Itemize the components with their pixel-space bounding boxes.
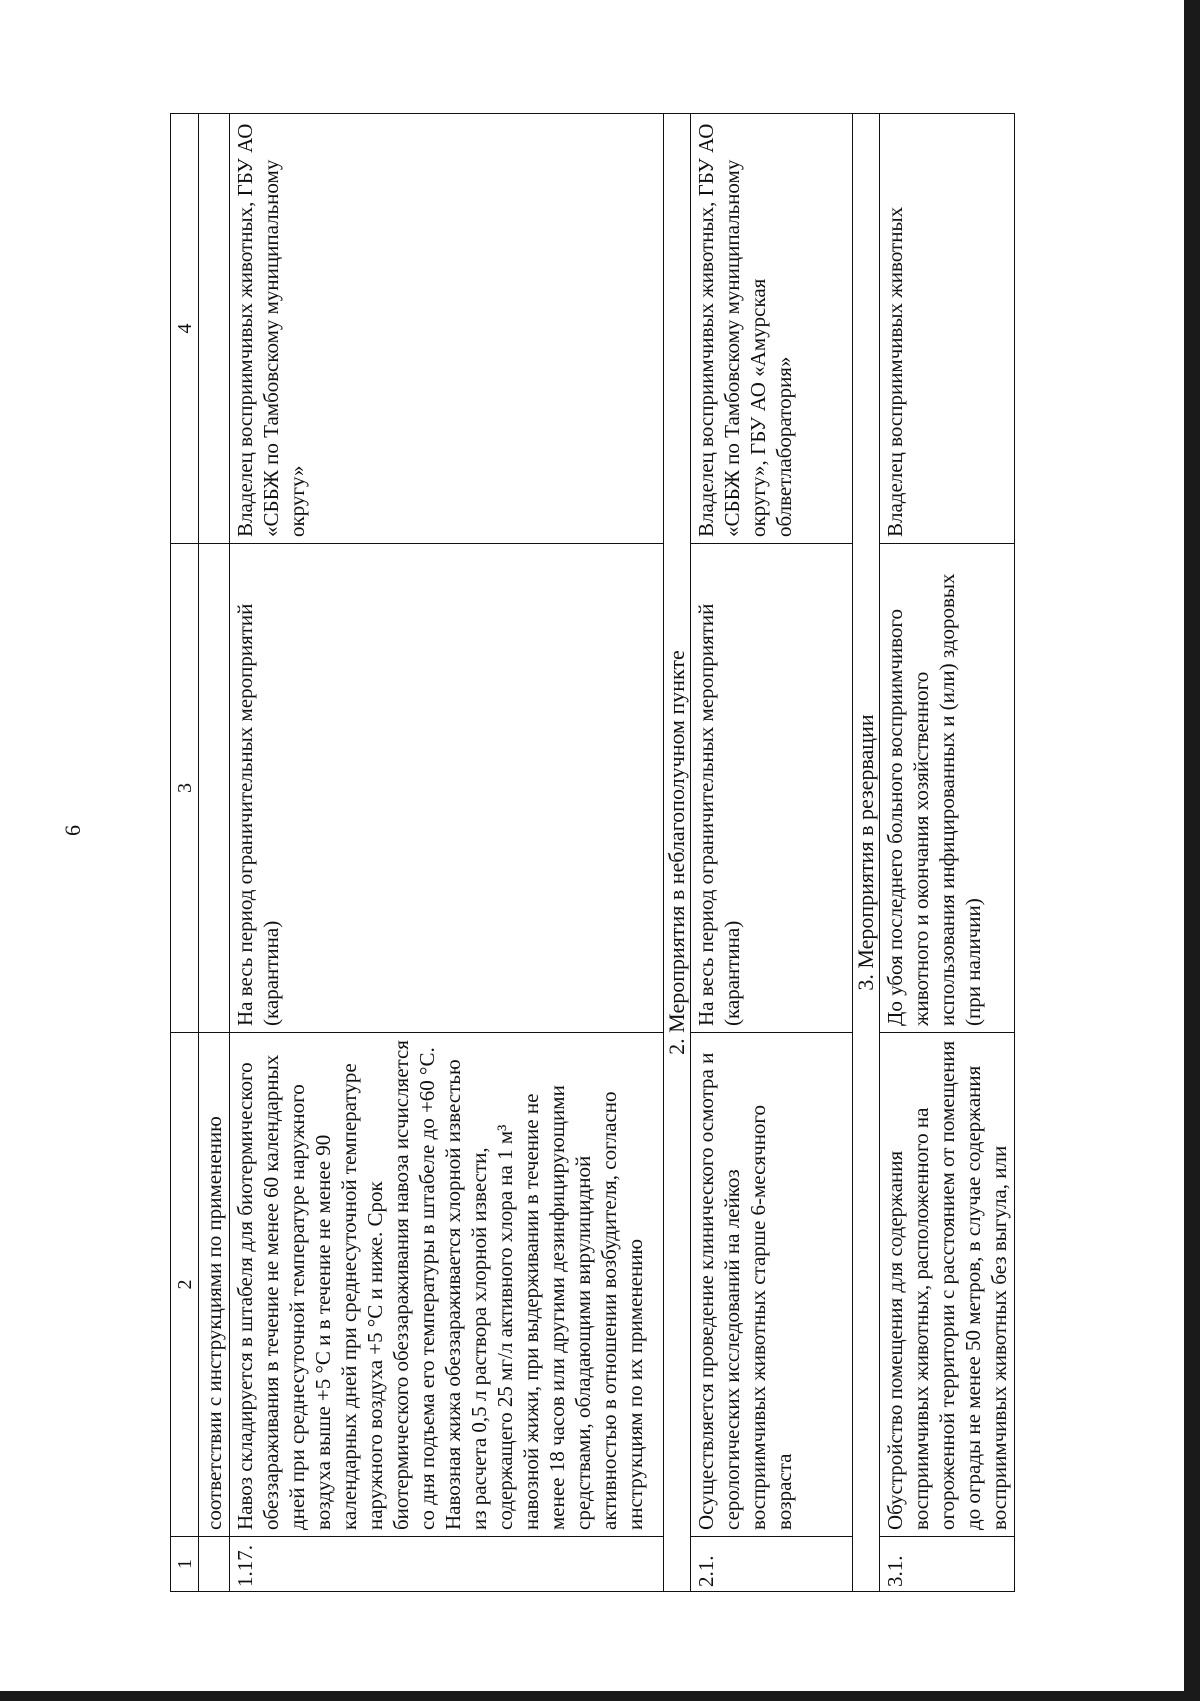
row-period: На весь период ограничительных мероприятий (карантина): [230, 544, 664, 1033]
header-col-1: 1: [171, 1537, 199, 1592]
measures-table: [170, 113, 1015, 1592]
row-measure: Обустройство помещения для содержания восприимчивых животных, расположенного на огороженной территории с расстоянием от помещения до ограды не менее 50 метров, в случае содержания восприимчивых животных без выгула, или: [880, 1033, 1015, 1537]
section-3-title: 3. Мероприятия в резервации: [853, 114, 880, 1592]
row-period: До убоя последнего больного восприимчивого животного и окончания хозяйственного использования инфицированных и (или) здоровых (при наличии): [880, 544, 1015, 1033]
table-header-row: [171, 114, 199, 1592]
table-row: [230, 114, 664, 1592]
header-col-4: 4: [171, 114, 199, 544]
continuation-text: соответствии с инструкциями по применению: [199, 1033, 230, 1537]
header-col-3: 3: [171, 544, 199, 1033]
row-number: 3.1.: [880, 1537, 1015, 1592]
row-responsible: Владелец восприимчивых животных, ГБУ АО «СББЖ по Тамбовскому муниципальному округу», ГБУ АО «Амурская облветлаборатория»: [691, 114, 853, 544]
continuation-row: [199, 114, 230, 1592]
table-row: [691, 114, 853, 1592]
rotated-table-container: [170, 114, 1011, 1592]
section-row: [853, 114, 880, 1592]
row-number: 1.17.: [230, 1537, 664, 1592]
row-responsible: Владелец восприимчивых животных: [880, 114, 1015, 544]
row-number: 2.1.: [691, 1537, 853, 1592]
table-row: [880, 114, 1015, 1592]
header-col-2: 2: [171, 1033, 199, 1537]
section-row: [664, 114, 691, 1592]
row-measure: Осуществляется проведение клинического осмотра и серологических исследований на лейкоз восприимчивых животных старше 6-месячного возраста: [691, 1033, 853, 1537]
row-measure: Навоз складируется в штабеля для биотермического обеззараживания в течение не менее 60 календарных дней при среднесуточной температуре наружного воздуха выше +5 °С и в течение не менее 90 календарных дней при среднесуточной температуре наружного воздуха +5 °С и ниже. Срок биотермического обеззараживания навоза исчисляется со дня подъема его температуры в штабеле до +60 °С. Навозная жижа обеззараживается хлорной известью из расчета 0,5 л раствора хлорной извести, содержащего 25 мг/л активного хлора на 1 м³ навозной жижи, при выдерживании в течение не менее 18 часов или другими дезинфицирующими средствами, обладающими вирулицидной активностью в отношении возбудителя, согласно инструкциям по их применению: [230, 1033, 664, 1537]
row-responsible: Владелец восприимчивых животных, ГБУ АО «СББЖ по Тамбовскому муниципальному округу»: [230, 114, 664, 544]
section-2-title: 2. Мероприятия в неблагополучном пункте: [664, 114, 691, 1592]
page-number: 6: [60, 825, 85, 836]
row-period: На весь период ограничительных мероприятий (карантина): [691, 544, 853, 1033]
scan-edge-right: [1184, 0, 1200, 1701]
scan-edge-bottom: [0, 1691, 1200, 1701]
